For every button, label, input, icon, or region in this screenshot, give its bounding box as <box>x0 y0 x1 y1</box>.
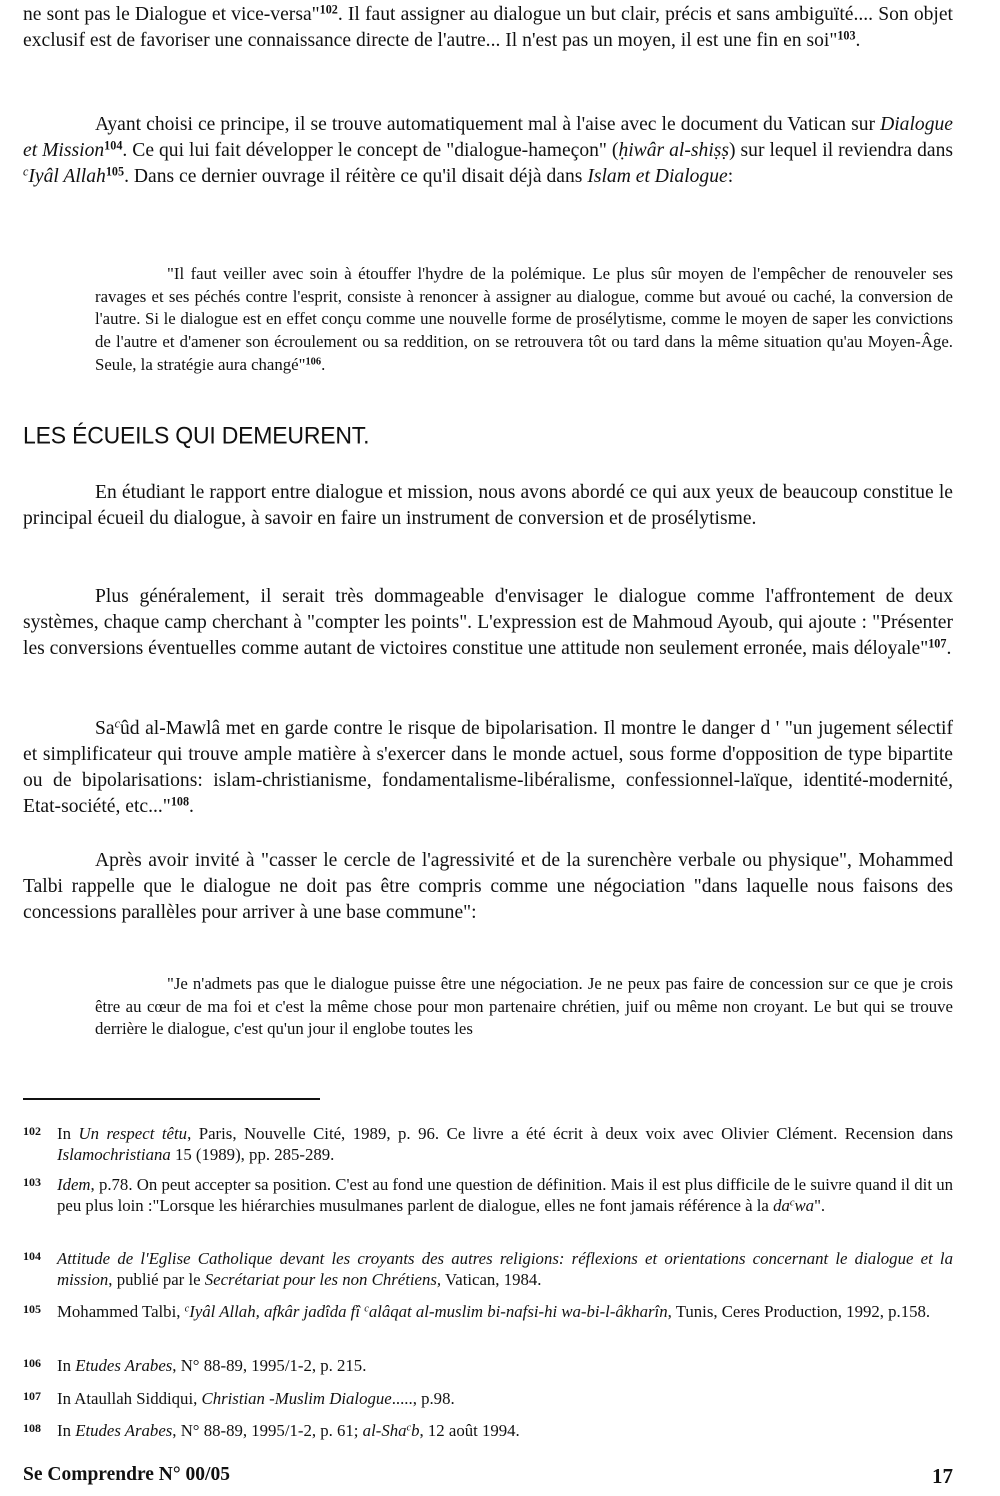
footnote-102: 102 In Un respect têtu, Paris, Nouvelle Cité, 1989, p. 96. Ce livre a été écrit à deux voix avec Olivier Clément. Recension dans Islamochristiana 15 (1989), pp. 285-289. <box>23 1124 953 1164</box>
block-quote-2: "Je n'admets pas que le dialogue puisse être une négociation. Je ne peux pas faire de concession sur ce que je crois être au cœur de ma foi et c'est la même chose pour mon partenaire chrétien, juif ou même non croyant. Le but qui se trouve derrière le dialogue, c'est qu'un jour il englobe toutes les <box>95 973 953 1039</box>
block-quote-1: "Il faut veiller avec soin à étouffer l'hydre de la polémique. Le plus sûr moyen de l'empêcher de renouveler ses ravages et ses péchés contre l'esprit, consiste à renoncer à assigner au dialogue, comme but avoué ou caché, la conversion de l'autre. Si le dialogue est en effet conçu comme une nouvelle forme de prosélytisme, comme le moyen de saper les convictions de l'autre et d'amener son écroulement ou sa reddition, on se retrouvera tôt ou tard dans la même situation qu'au Moyen-Âge. Seule, la stratégie aura changé"$^{106}$. <box>95 263 953 374</box>
paragraph-2: Ayant choisi ce principe, il se trouve automatiquement mal à l'aise avec le document du Vatican sur Dialogue et Mission$^{104}$. Ce qui lui fait développer le concept de "dialogue-hameçon" (ḥiwâr al-shiṣṣ) sur lequel il reviendra dans $^c$Iyâl Allah$^{105}$. Dans ce dernier ouvrage il réitère ce qu'il disait déjà dans Islam et Dialogue: <box>23 114 954 187</box>
paragraph-6: Après avoir invité à "casser le cercle de l'agressivité et de la surenchère verbale ou physique", Mohammed Talbi rappelle que le dialogue ne doit pas être compris comme une négociation "dans laquelle nous faisons des concessions parallèles pour arriver à une base commune": <box>23 850 953 923</box>
footnote-105: 105 Mohammed Talbi, $^c$Iyâl Allah, afkâr jadîda fî $^c$alâqat al-muslim bi-nafsi-hi wa-bi-l-âkharîn, Tunis, Ceres Production, 1992, p.158. <box>23 1302 931 1321</box>
footnote-ref-104[interactable]: 104 <box>104 138 123 153</box>
footnote-ref-106[interactable]: 106 <box>305 356 322 368</box>
paragraph-4: Plus généralement, il serait très dommageable d'envisager le dialogue comme l'affrontement de deux systèmes, chaque camp cherchant à "compter les points". L'expression est de Mahmoud Ayoub, qui ajoute : "Présenter les conversions éventuelles comme autant de victoires constitue une attitude non seulement erronée, mais déloyale"$^{107}$. <box>23 586 953 659</box>
footnote-separator <box>23 1098 320 1100</box>
footnote-108: 108 In Etudes Arabes, N° 88-89, 1995/1-2, p. 61; al-Sha$^c$b, 12 août 1994. <box>23 1421 520 1440</box>
footnote-103: 103 Idem, p.78. On peut accepter sa position. C'est au fond une question de définition. Mais il est plus difficile de le suivre quand il dit un peu plus loin :"Lorsque les hiérarchies musulmanes parlent de dialogue, elles ne font jamais référence à la $da^cwa$". <box>23 1175 953 1215</box>
footnote-104: 104 Attitude de l'Eglise Catholique devant les croyants des autres religions: réflexions et orientations concernant le dialogue et la mission, publié par le Secrétariat pour les non Chrétiens, Vatican, 1984. <box>23 1249 953 1289</box>
paragraph-5: Sa$^c$ûd al-Mawlâ met en garde contre le risque de bipolarisation. Il montre le danger d ' "un jugement sélectif et simplificateur qui trouve ample matière à s'exercer dans le monde actuel, sous forme d'opposition de type bipartite ou de bipolarisations: islam-christianisme, fondamentalisme-libéralisme, confessionnel-laïque, identité-modernité, Etat-société, etc..."$^{108}$. <box>23 716 953 817</box>
footnote-ref-102[interactable]: 102 <box>319 2 338 17</box>
page-footer <box>23 1464 953 1486</box>
footnote-107: 107 In Ataullah Siddiqui, Christian -Muslim Dialogue....., p.98. <box>23 1389 455 1408</box>
footnote-ref-108[interactable]: 108 <box>170 794 190 809</box>
page-number: 17 <box>932 1464 953 1488</box>
footnote-ref-107[interactable]: 107 <box>928 636 947 651</box>
paragraph-3: En étudiant le rapport entre dialogue et mission, nous avons abordé ce qui aux yeux de beaucoup constitue le principal écueil du dialogue, à savoir en faire un instrument de conversion et de prosélytisme. <box>23 482 953 529</box>
footnote-ref-105[interactable]: 105 <box>105 164 125 179</box>
footnote-106: 106 In Etudes Arabes, N° 88-89, 1995/1-2, p. 215. <box>23 1356 367 1375</box>
paragraph-1: ne sont pas le Dialogue et vice-versa"$^{102}$. Il faut assigner au dialogue un but clair, précis et sans ambiguïté.... Son objet exclusif est de favoriser une connaissance directe de l'autre... Il n'est pas un moyen, il est une fin en soi"$^{103}$. <box>23 2 954 51</box>
footnote-ref-103[interactable]: 103 <box>837 28 856 43</box>
section-heading: LES ÉCUEILS QUI DEMEURENT. <box>23 421 370 449</box>
journal-title: Se Comprendre N° 00/05 <box>23 1464 230 1485</box>
